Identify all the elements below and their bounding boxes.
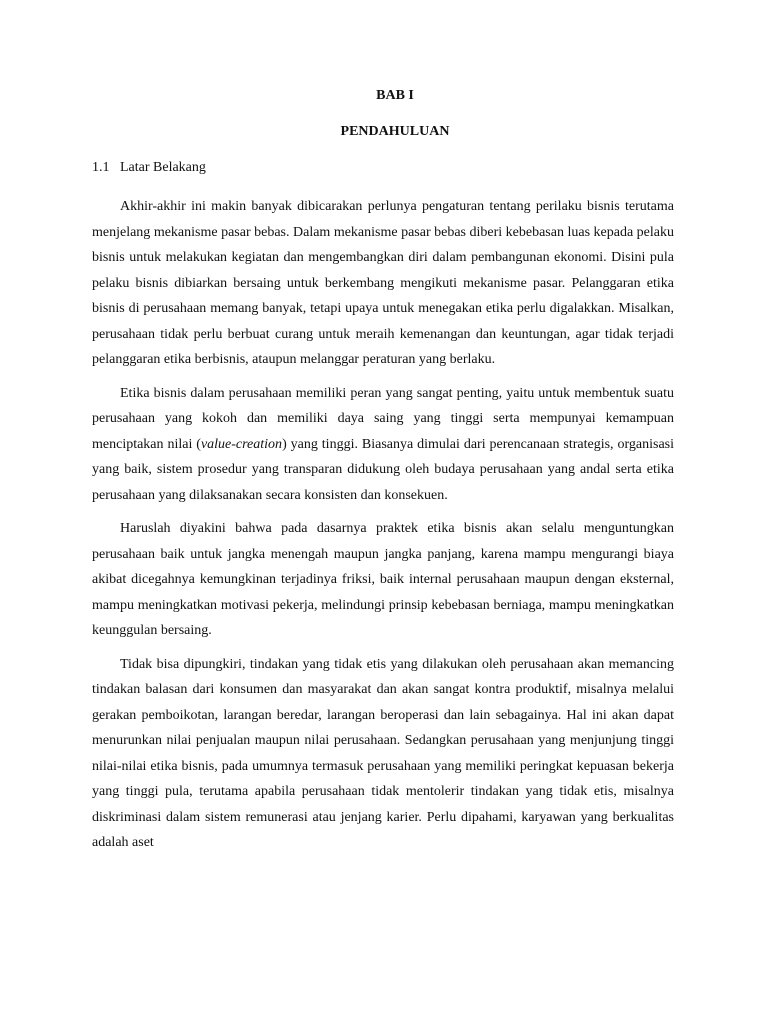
document-page (92, 86, 674, 856)
section-title: Latar Belakang (120, 160, 206, 175)
paragraph-2-italic-term: value-creation (200, 436, 283, 452)
section-heading (92, 158, 674, 178)
paragraph-4: Tidak bisa dipungkiri, tindakan yang tidak etis yang dilakukan oleh perusahaan akan memancing tindakan balasan dari konsumen dan masyarakat dan akan sangat kontra produktif, misalnya melalui gerakan pemboikotan, larangan beredar, larangan beroperasi dan lain sebagainya. Hal ini akan dapat menurunkan nilai penjualan maupun nilai perusahaan. Sedangkan perusahaan yang menjunjung tinggi nilai-nilai etika bisnis, pada umumnya termasuk perusahaan yang memiliki peringkat kepuasan bekerja yang tinggi pula, terutama apabila perusahaan tidak mentolerir tindakan yang tidak etis, misalnya diskriminasi dalam sistem remunerasi atau jenjang karier. Perlu dipahami, karyawan yang berkualitas adalah aset (92, 656, 674, 850)
paragraph-2-part-2: ) yang tinggi. Biasanya dimulai dari perencanaan strategis, organisasi yang baik, sistem prosedur yang transparan didukung oleh budaya perusahaan yang andal serta etika perusahaan yang dilaksanakan secara konsisten dan konsekuen. (92, 436, 675, 503)
chapter-label: BAB I (376, 88, 414, 103)
chapter-title: PENDAHULUAN (340, 124, 450, 139)
paragraph-2-part-1: Etika bisnis dalam perusahaan memiliki peran yang sangat penting, yaitu untuk membentuk suatu perusahaan yang kokoh dan memiliki daya saing yang tinggi serta mempunyai kemampuan menciptakan nilai ( (92, 385, 674, 452)
paragraph-2 (92, 381, 674, 509)
paragraph-1: Akhir-akhir ini makin banyak dibicarakan perlunya pengaturan tentang perilaku bisnis terutama menjelang mekanisme pasar bebas. Dalam mekanisme pasar bebas diberi kebebasan luas kepada pelaku bisnis untuk melakukan kegiatan dan mengembangkan diri dalam pembangunan ekonomi. Disini pula pelaku bisnis dibiarkan bersaing untuk berkembang mengikuti mekanisme pasar. Pelanggaran etika bisnis di perusahaan memang banyak, tetapi upaya untuk menegakan etika perlu digalakkan. Misalkan, perusahaan tidak perlu berbuat curang untuk meraih kemenangan dan keuntungan, agar tidak terjadi pelanggaran etika berbisnis, ataupun melanggar peraturan yang berlaku. (92, 199, 674, 367)
paragraph-3: Haruslah diyakini bahwa pada dasarnya praktek etika bisnis akan selalu menguntungkan perusahaan baik untuk jangka menengah maupun jangka panjang, karena mampu mengurangi biaya akibat dicegahnya kemungkinan terjadinya friksi, baik internal perusahaan maupun dengan eksternal, mampu meningkatkan motivasi pekerja, melindungi prinsip kebebasan berniaga, mampu meningkatkan keunggulan bersaing. (92, 521, 674, 638)
section-number: 1.1 (92, 160, 110, 175)
